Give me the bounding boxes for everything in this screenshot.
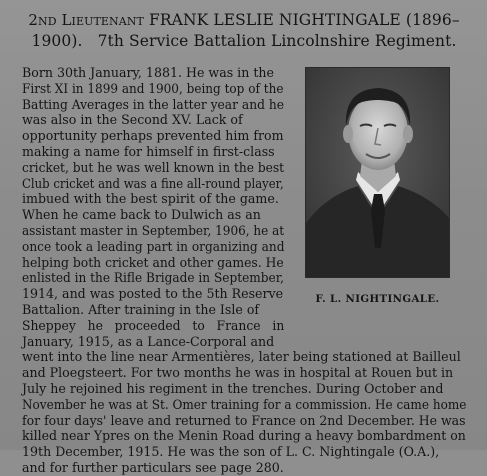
bio-line: When he came back to Dulwich as an bbox=[22, 207, 261, 223]
bio-line: Club cricket and was a fine all-round player, bbox=[22, 175, 284, 191]
biography-narrow-column bbox=[22, 65, 466, 349]
bio-line: once took a leading part in organizing and bbox=[22, 238, 285, 254]
bio-line: 1914, and was posted to the 5th Reserve bbox=[22, 286, 284, 302]
bio-line: Sheppey he proceeded to France in bbox=[22, 317, 285, 333]
bio-line: imbued with the best spirit of the game. bbox=[22, 191, 279, 207]
bio-line: and for further particulars see page 280. bbox=[22, 459, 284, 475]
bio-line: Battalion. After training in the Isle of bbox=[22, 301, 260, 317]
photo-caption: F. L. NIGHTINGALE. bbox=[315, 293, 440, 305]
bio-line: and Ploegsteert. For two months he was in hospital at Rouen but in bbox=[22, 365, 454, 381]
bio-line: making a name for himself in first-class bbox=[22, 143, 275, 159]
bio-line: killed near Ypres on the Menin Road during a heavy bombardment on bbox=[22, 428, 466, 444]
bio-line: helping both cricket and other games. He bbox=[22, 254, 284, 270]
heading-line-2: 1900). 7th Service Battalion Lincolnshire Regiment. bbox=[31, 32, 457, 50]
heading-line-1 bbox=[24, 10, 464, 31]
bio-line: assistant master in September, 1906, he at bbox=[22, 222, 285, 238]
officer-name: FRANK LESLIE NIGHTINGALE bbox=[149, 11, 401, 29]
bio-line: was also in the Second XV. Lack of bbox=[22, 112, 243, 128]
bio-line: Born 30th January, 1881. He was in the bbox=[22, 65, 274, 80]
biography-wide-column bbox=[22, 349, 466, 475]
birth-years: (1896– bbox=[405, 11, 460, 29]
bio-line: Batting Averages in the latter year and he bbox=[22, 96, 285, 112]
bio-line: went into the line near Armentières, later being stationed at Bailleul bbox=[22, 349, 461, 365]
bio-line: January, 1915, as a Lance-Corporal and bbox=[22, 333, 275, 349]
bio-line: 19th December, 1915. He was the son of L. C. Nightingale (O.A.), bbox=[22, 444, 440, 460]
bio-line: November he was at St. Omer training for a commission. He came home bbox=[22, 396, 467, 412]
bio-line: for four days' leave and returned to France on 2nd December. He was bbox=[22, 412, 466, 428]
bio-line: enlisted in the Rifle Brigade in September, bbox=[22, 270, 285, 286]
bio-line: First XI in 1899 and 1900, being top of the bbox=[22, 80, 284, 96]
rank-label: 2nd Lieutenant bbox=[28, 11, 144, 29]
bio-line: opportunity perhaps prevented him from bbox=[22, 128, 284, 144]
bio-line: July he rejoined his regiment in the trenches. During October and bbox=[22, 380, 444, 396]
biography-text bbox=[22, 65, 466, 476]
bio-line: cricket, but he was well known in the best bbox=[22, 159, 285, 175]
entry-heading bbox=[24, 10, 464, 52]
